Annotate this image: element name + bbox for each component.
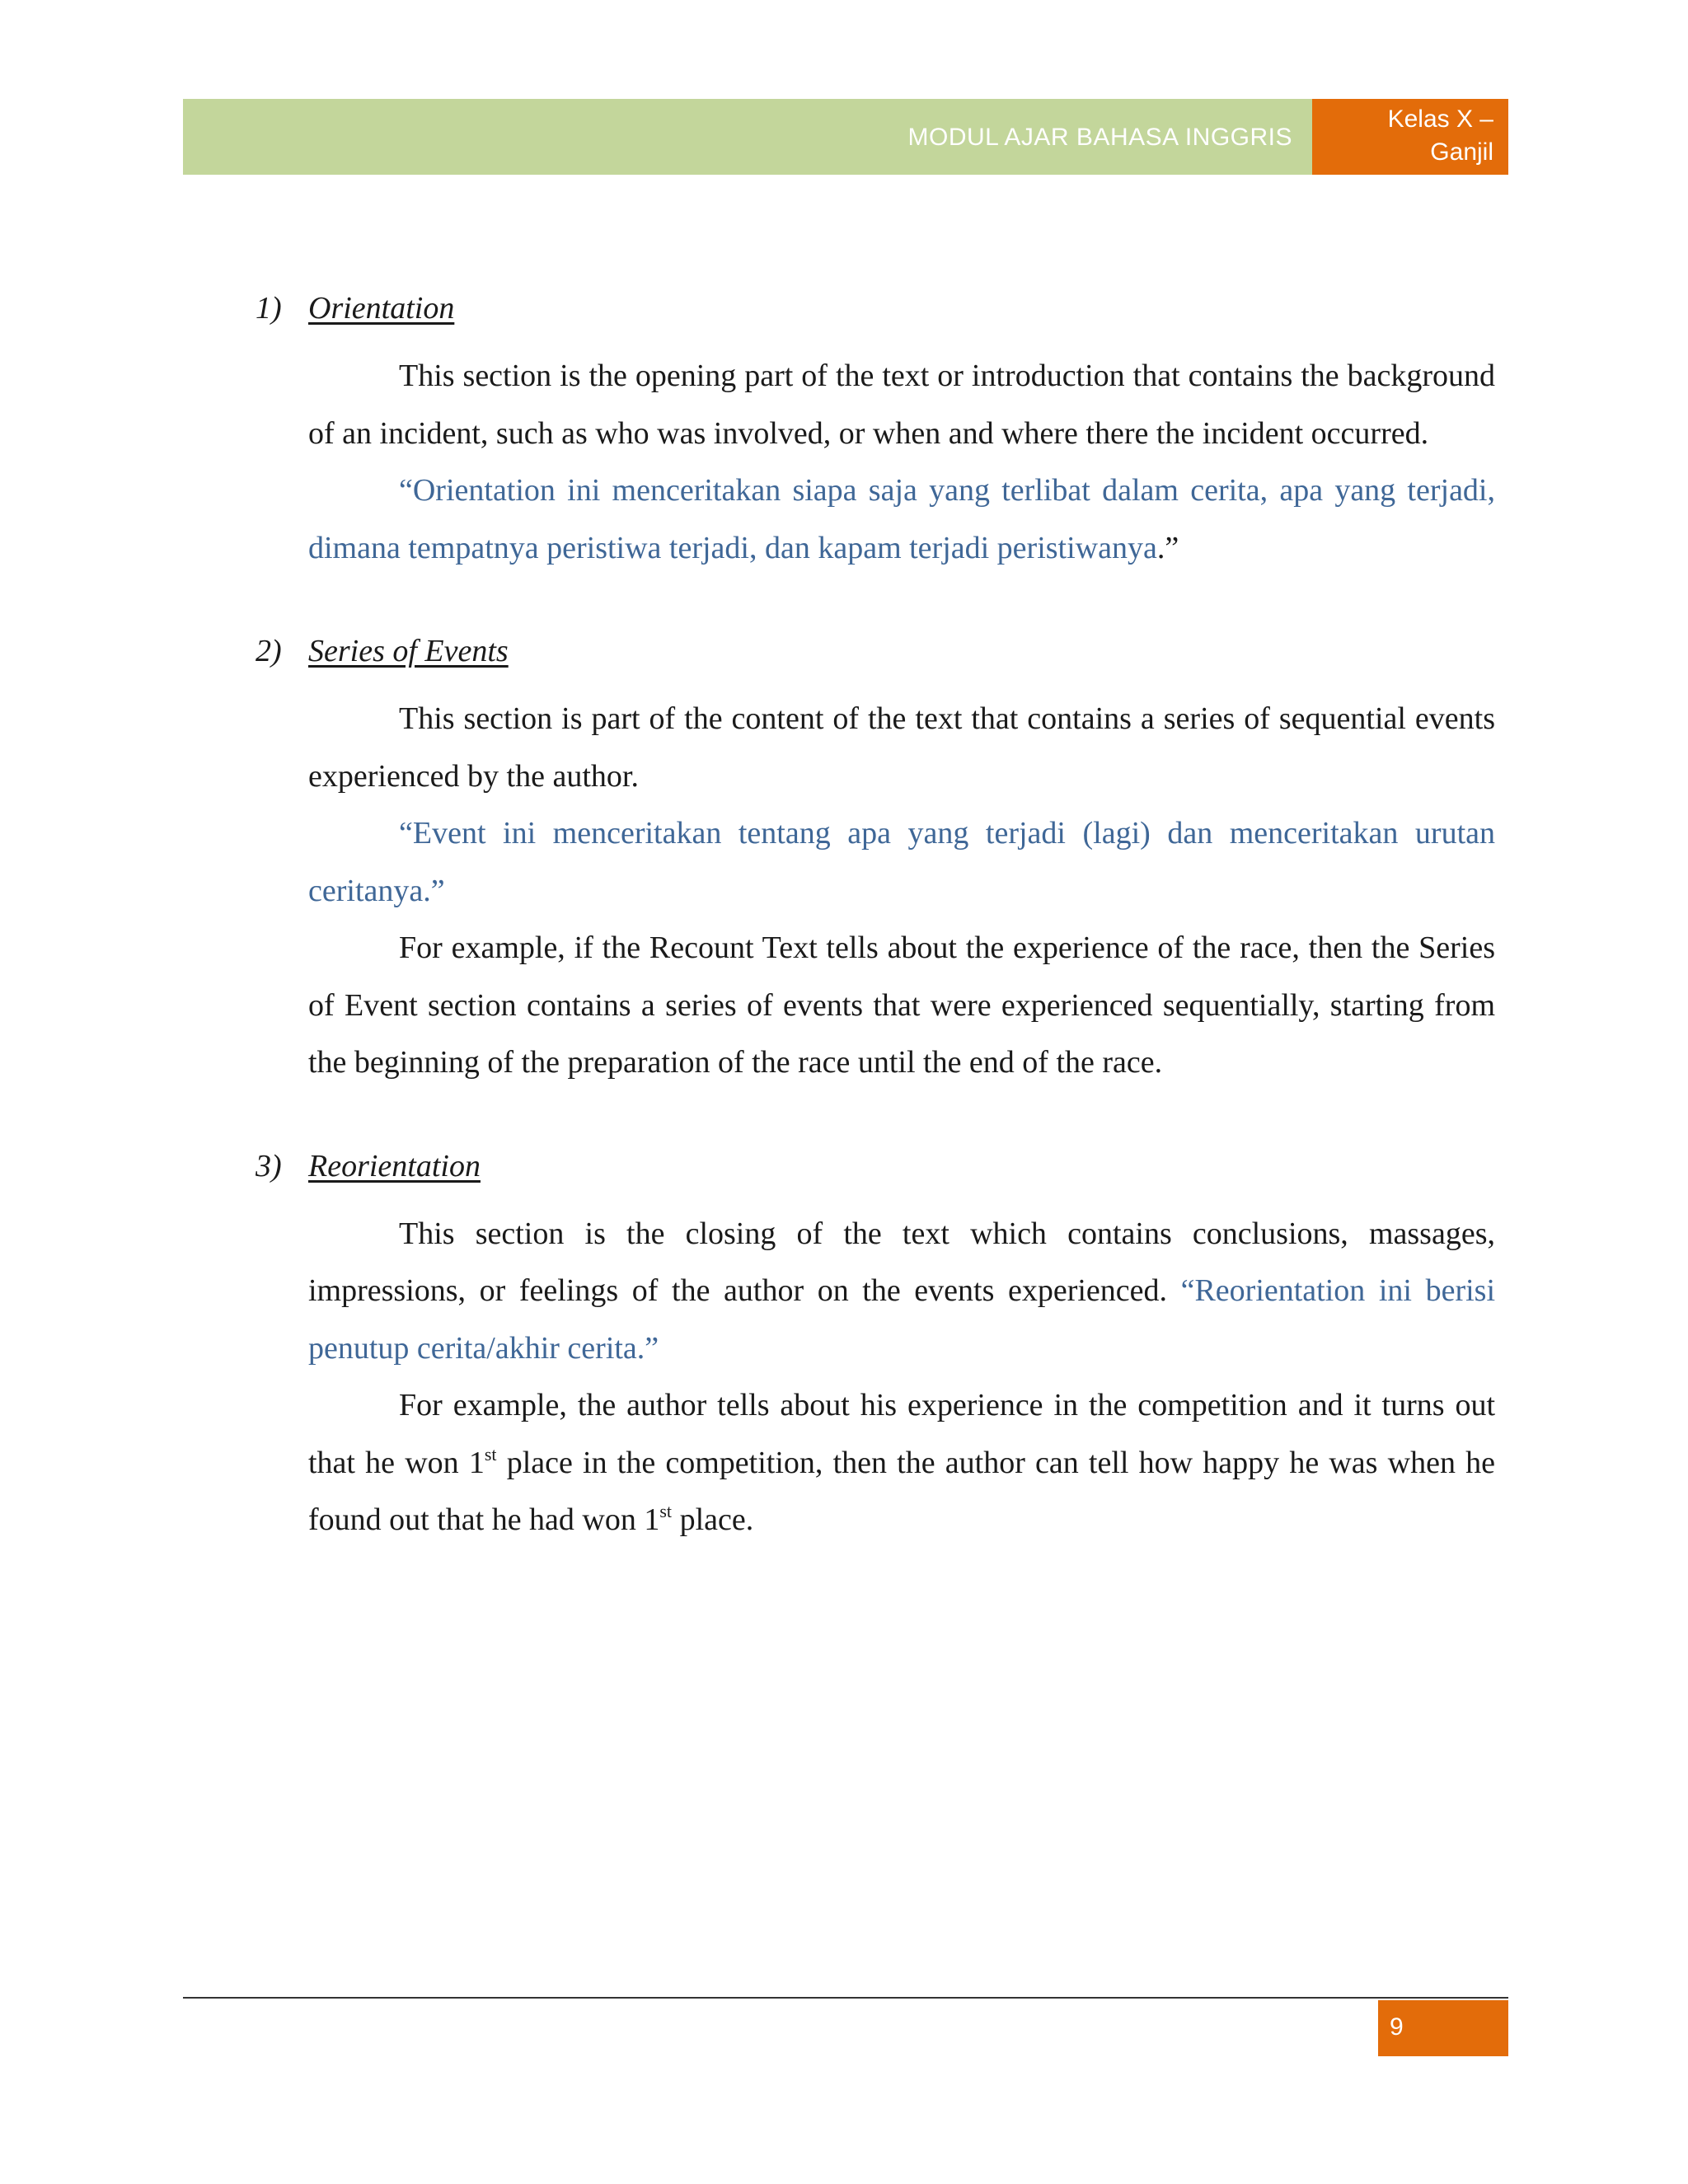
section-body: [308, 348, 1495, 577]
ordinal-suffix: st: [659, 1501, 673, 1521]
quote-paragraph: [308, 462, 1495, 577]
page-number: 9: [1390, 2013, 1404, 2041]
section-heading: [256, 290, 1495, 348]
paragraph: [308, 1206, 1495, 1378]
section-title: Series of Events: [308, 634, 509, 668]
section-heading: [256, 1148, 1495, 1206]
section-body: [308, 691, 1495, 1092]
page-content: [256, 290, 1495, 1605]
paragraph-text: For example, the author tells about his experience in the competition and it turns out that he won 1: [308, 1388, 1495, 1480]
paragraph-text: place.: [672, 1502, 754, 1537]
section-number: 1): [256, 291, 282, 326]
section-reorientation: [256, 1148, 1495, 1549]
class-badge-line1: Kelas X –: [1387, 105, 1493, 133]
section-orientation: [256, 290, 1495, 577]
section-title: Orientation: [308, 291, 455, 326]
paragraph: This section is the opening part of the text or introduction that contains the background of an incident, such as who was involved, or when and where there the incident occurred.: [308, 359, 1495, 451]
section-number: 3): [256, 1148, 282, 1183]
section-series-of-events: [256, 633, 1495, 1092]
paragraph-text: This section is the closing of the text which contains conclusions, massages, impressions, or feelings of the author on the events experienced.: [308, 1216, 1495, 1308]
class-badge: [1312, 99, 1508, 175]
header-title-band: [183, 99, 1312, 175]
footer-divider: [183, 1997, 1508, 1999]
quote-end: .”: [1156, 530, 1179, 565]
page-number-badge: [1378, 2000, 1508, 2056]
paragraph: For example, if the Recount Text tells about the experience of the race, then the Series of Event section contains a series of events that were experienced sequentially, starting from the beginning of the preparation of the race until the end of the race.: [308, 930, 1495, 1080]
paragraph: This section is part of the content of the text that contains a series of sequential events experienced by the author.: [308, 701, 1495, 794]
class-badge-line2: Ganjil: [1430, 138, 1493, 166]
paragraph-text: place in the competition, then the author can tell how happy he was when he found out that he had won 1: [308, 1445, 1495, 1537]
inline-quote: “Reorientation ini berisi penutup cerita/akhir cerita.”: [308, 1273, 1496, 1366]
section-body: [308, 1206, 1495, 1549]
quote-paragraph: “Event ini menceritakan tentang apa yang terjadi (lagi) dan menceritakan urutan ceritanya.”: [308, 816, 1495, 908]
ordinal-suffix: st: [484, 1443, 497, 1465]
section-number: 2): [256, 634, 282, 668]
section-title: Reorientation: [308, 1148, 481, 1183]
page-header: [183, 99, 1508, 175]
quote-text: “Orientation ini menceritakan siapa saja yang terlibat dalam cerita, apa yang terjadi, dimana tempatnya peristiwa terjadi, dan kapam terjadi peristiwanya: [308, 473, 1495, 565]
module-title: MODUL AJAR BAHASA INGGRIS: [907, 124, 1292, 151]
paragraph: [308, 1377, 1495, 1549]
section-heading: [256, 633, 1495, 691]
